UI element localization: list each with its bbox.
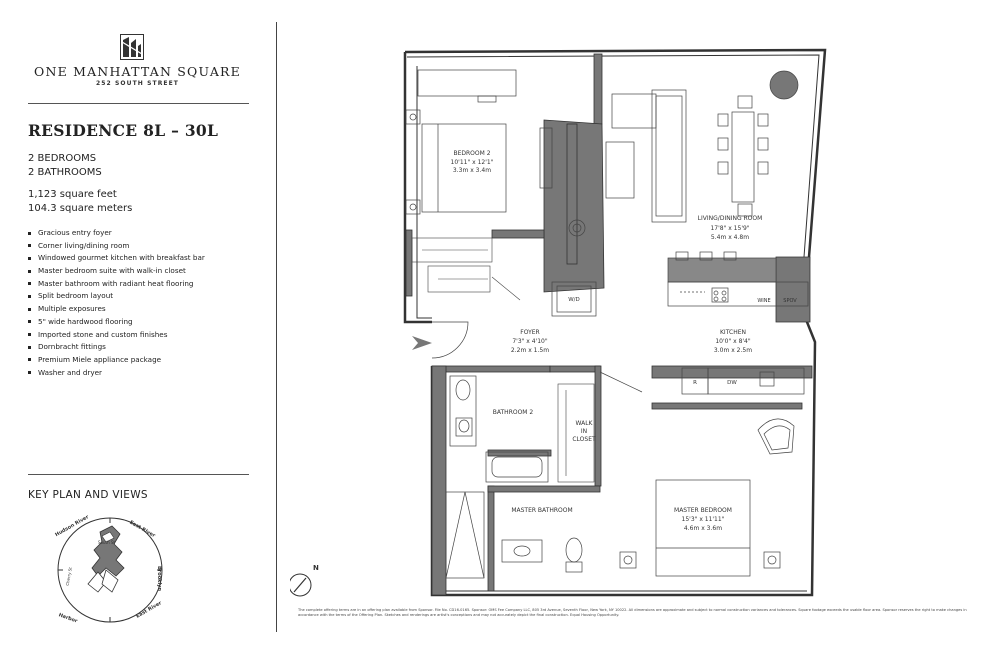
room-name: CLOSET	[572, 436, 596, 443]
feature-item: Split bedroom layout	[28, 290, 205, 303]
interior-walls	[406, 54, 812, 595]
room-dimensions: 4.6m x 3.6m	[683, 525, 723, 532]
key-plan-diagram	[40, 510, 180, 630]
view-label: Harbor	[57, 612, 79, 625]
feature-item: Imported stone and custom finishes	[28, 329, 205, 342]
feature-item: Master bathroom with radiant heat flooring	[28, 278, 205, 291]
view-label: East River	[128, 519, 157, 540]
street-label: Cherry St	[64, 566, 73, 587]
room-name: IN	[580, 428, 588, 435]
room-dimensions: 5.4m x 4.8m	[710, 234, 750, 241]
keyplan-rule	[28, 474, 249, 475]
feature-item: Premium Miele appliance package	[28, 354, 205, 367]
master-bedroom-furniture	[620, 419, 794, 576]
appliance-label: DW	[727, 380, 737, 386]
compass-label: N	[313, 564, 319, 572]
floor-plan	[290, 40, 830, 600]
residence-title: RESIDENCE 8L – 30L	[28, 121, 219, 140]
room-name: MASTER BEDROOM	[674, 507, 732, 514]
appliance-label: WINE	[757, 298, 771, 304]
entry-door	[432, 322, 468, 358]
feature-item: Dornbracht fittings	[28, 341, 205, 354]
brand-address: 252 SOUTH STREET	[95, 80, 180, 87]
room-name: FOYER	[520, 329, 540, 336]
room-name: BEDROOM 2	[453, 150, 491, 157]
room-name: WALK	[575, 420, 593, 427]
feature-item: 5" wide hardwood flooring	[28, 316, 205, 329]
room-dimensions: 10'11" x 12'1"	[450, 159, 494, 166]
bathroom-count: 2 BATHROOMS	[28, 167, 102, 178]
brand-name: ONE MANHATTAN SQUARE	[34, 64, 241, 79]
room-dimensions: 10'0" x 8'4"	[715, 338, 751, 345]
street-label: South St	[98, 540, 116, 545]
room-name: LIVING/DINING ROOM	[697, 215, 763, 222]
feature-item: Washer and dryer	[28, 367, 205, 380]
room-dimensions: 2.2m x 1.5m	[510, 347, 550, 354]
view-label: East River	[135, 600, 163, 620]
north-compass-icon	[290, 574, 311, 596]
closet-door	[600, 372, 642, 392]
header-rule	[28, 103, 249, 104]
entry-arrow-icon	[412, 336, 432, 350]
feature-list	[28, 227, 205, 379]
building-footprint	[88, 526, 124, 592]
area-sqm: 104.3 square meters	[28, 203, 133, 214]
room-name: MASTER BATHROOM	[511, 507, 573, 514]
column-divider	[276, 22, 277, 632]
key-plan-title: KEY PLAN AND VIEWS	[28, 489, 148, 501]
room-dimensions: 3.0m x 2.5m	[713, 347, 753, 354]
closets	[412, 238, 520, 300]
walkin-closet	[558, 384, 594, 482]
room-dimensions: 3.3m x 3.4m	[452, 167, 492, 174]
view-label: Hudson River	[54, 514, 90, 539]
room-name: KITCHEN	[720, 329, 746, 336]
area-sqft: 1,123 square feet	[28, 189, 117, 200]
feature-item: Windowed gourmet kitchen with breakfast bar	[28, 252, 205, 265]
view-label: Brooklyn	[156, 566, 162, 592]
appliance-label: R	[693, 380, 697, 386]
feature-item: Corner living/dining room	[28, 240, 205, 253]
feature-item: Gracious entry foyer	[28, 227, 205, 240]
bathroom2-fixtures	[450, 376, 548, 482]
room-dimensions: 15'3" x 11'11"	[681, 516, 725, 523]
legal-disclaimer: The complete offering terms are in an offering plan available from Sponsor. File No. CD16-0165. Sponsor: OMS Fee Company LLC, 805 3rd Avenue, Seventh Floor, New York, NY 10022. All dimensions are approximate and subject to normal construction variances and tolerances. Square footage exceeds the usable floor area. Sponsor reserves the right to make changes in accordance with the terms of the Offering Plan. Sketches and renderings are artist's conceptions and may not accurately depict the final construction. Equal Housing Opportunity.	[298, 608, 967, 617]
master-bath-fixtures	[446, 492, 582, 578]
appliance-label: SPOV	[783, 298, 797, 304]
room-name: BATHROOM 2	[492, 409, 534, 416]
bedroom-count: 2 BEDROOMS	[28, 153, 97, 164]
brand-logo-icon	[120, 34, 144, 60]
appliance-label: W/D	[568, 297, 580, 303]
feature-item: Multiple exposures	[28, 303, 205, 316]
feature-item: Master bedroom suite with walk-in closet	[28, 265, 205, 278]
room-dimensions: 17'8" x 15'9"	[710, 225, 750, 232]
room-dimensions: 7'3" x 4'10"	[512, 338, 548, 345]
